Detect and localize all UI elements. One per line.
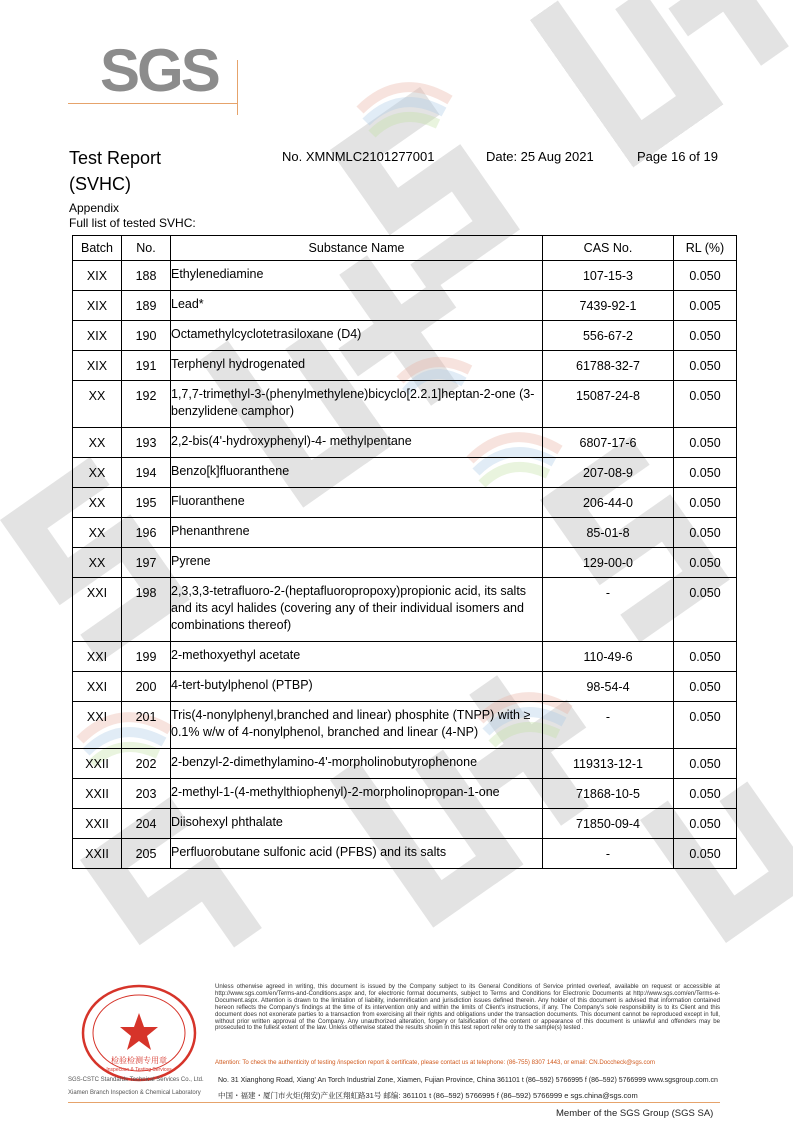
batch-cell: XXI xyxy=(73,672,122,702)
address-english: No. 31 Xianghong Road, Xiang' An Torch Industrial Zone, Xiamen, Fujian Province, China 361101 t (86–592) 5766995 f (86–592) 5766999 www.sgsgroup.com.cn xyxy=(218,1077,718,1084)
report-title-line2: (SVHC) xyxy=(69,174,131,194)
col-header-cas: CAS No. xyxy=(543,236,674,261)
rl-cell: 0.050 xyxy=(674,458,737,488)
batch-cell: XXI xyxy=(73,702,122,749)
appendix-label: Appendix xyxy=(69,201,120,215)
substance-name-cell: 2-methoxyethyl acetate xyxy=(171,642,543,672)
rl-cell: 0.050 xyxy=(674,548,737,578)
table-row xyxy=(73,351,737,381)
rl-cell: 0.050 xyxy=(674,779,737,809)
number-cell: 191 xyxy=(122,351,171,381)
cas-number-cell: 129-00-0 xyxy=(543,548,674,578)
substance-name-cell: Diisohexyl phthalate xyxy=(171,809,543,839)
table-row xyxy=(73,702,737,749)
footer-divider xyxy=(68,1102,720,1103)
number-cell: 194 xyxy=(122,458,171,488)
substance-name-cell: 4-tert-butylphenol (PTBP) xyxy=(171,672,543,702)
cas-number-cell: 107-15-3 xyxy=(543,261,674,291)
number-cell: 190 xyxy=(122,321,171,351)
appendix-heading xyxy=(69,201,196,231)
cas-number-cell: 7439-92-1 xyxy=(543,291,674,321)
table-row xyxy=(73,518,737,548)
cas-number-cell: 6807-17-6 xyxy=(543,428,674,458)
number-cell: 195 xyxy=(122,488,171,518)
cas-number-cell: 85-01-8 xyxy=(543,518,674,548)
table-body xyxy=(73,261,737,869)
cas-number-cell: 119313-12-1 xyxy=(543,749,674,779)
stamp-caption-2: Xiamen Branch Inspection & Chemical Laboratory xyxy=(68,1090,201,1096)
cas-number-cell: - xyxy=(543,702,674,749)
table-row xyxy=(73,321,737,351)
number-cell: 201 xyxy=(122,702,171,749)
batch-cell: XXII xyxy=(73,839,122,869)
batch-cell: XX xyxy=(73,458,122,488)
batch-cell: XXII xyxy=(73,749,122,779)
sgs-membership: Member of the SGS Group (SGS SA) xyxy=(556,1108,714,1119)
substance-name-cell: Terphenyl hydrogenated xyxy=(171,351,543,381)
number-cell: 203 xyxy=(122,779,171,809)
number-cell: 202 xyxy=(122,749,171,779)
batch-cell: XX xyxy=(73,428,122,458)
stamp-text: 检验检测专用章 xyxy=(111,1056,167,1065)
report-date: Date: 25 Aug 2021 xyxy=(486,149,594,164)
rl-cell: 0.050 xyxy=(674,321,737,351)
substance-name-cell: 2,3,3,3-tetrafluoro-2-(heptafluoropropoxy)propionic acid, its salts and its acyl halides (covering any of their individual isomers and combinations thereof) xyxy=(171,578,543,642)
stamp-caption-1: SGS-CSTC Standards Technical Services Co., Ltd. xyxy=(68,1077,204,1083)
logo-vertical-rule xyxy=(237,60,238,115)
substance-name-cell: Pyrene xyxy=(171,548,543,578)
batch-cell: XXI xyxy=(73,578,122,642)
rl-cell: 0.050 xyxy=(674,428,737,458)
report-title xyxy=(69,145,161,197)
table-row xyxy=(73,291,737,321)
rl-cell: 0.050 xyxy=(674,351,737,381)
number-cell: 200 xyxy=(122,672,171,702)
substance-name-cell: Tris(4-nonylphenyl,branched and linear) phosphite (TNPP) with ≥ 0.1% w/w of 4-nonylphenol, branched and linear (4-NP) xyxy=(171,702,543,749)
batch-cell: XXII xyxy=(73,809,122,839)
substance-name-cell: 2-benzyl-2-dimethylamino-4'-morpholinobutyrophenone xyxy=(171,749,543,779)
batch-cell: XIX xyxy=(73,261,122,291)
table-row xyxy=(73,672,737,702)
number-cell: 193 xyxy=(122,428,171,458)
legal-disclaimer: Unless otherwise agreed in writing, this document is issued by the Company subject to its General Conditions of Service printed overleaf, available on request or accessible at http://www.sgs.com/en/Terms-and-Conditions.aspx and, for electronic format documents, subject to Terms and Conditions for Electronic Documents at http://www.sgs.com/en/Terms-e-Document.aspx. Attention is drawn to the limitation of liability, indemnification and jurisdiction issues defined therein. Any holder of this document is advised that information contained hereon reflects the Company's findings at the time of its intervention only and within the limits of Client's instructions, if any. The Company's sole responsibility is to its Client and this document does not exonerate parties to a transaction from exercising all their rights and obligations under the transaction documents. This document cannot be reproduced except in full, without prior written approval of the Company. Any unauthorized alteration, forgery or falsification of the content or appearance of this document is unlawful and offenders may be prosecuted to the fullest extent of the law. Unless otherwise stated the results shown in this test report refer only to the sample(s) tested . xyxy=(215,983,720,1032)
substance-name-cell: Phenanthrene xyxy=(171,518,543,548)
table-header-row xyxy=(73,236,737,261)
svhc-table xyxy=(72,235,737,869)
table-row xyxy=(73,749,737,779)
inspection-stamp xyxy=(80,983,198,1083)
substance-name-cell: Fluoranthene xyxy=(171,488,543,518)
table-row xyxy=(73,839,737,869)
substance-name-cell: Ethylenediamine xyxy=(171,261,543,291)
report-title-line1: Test Report xyxy=(69,148,162,168)
table-row xyxy=(73,488,737,518)
cas-number-cell: - xyxy=(543,578,674,642)
number-cell: 188 xyxy=(122,261,171,291)
rl-cell: 0.050 xyxy=(674,642,737,672)
batch-cell: XIX xyxy=(73,351,122,381)
number-cell: 199 xyxy=(122,642,171,672)
batch-cell: XIX xyxy=(73,291,122,321)
number-cell: 196 xyxy=(122,518,171,548)
number-cell: 192 xyxy=(122,381,171,428)
cas-number-cell: 98-54-4 xyxy=(543,672,674,702)
cas-number-cell: 71868-10-5 xyxy=(543,779,674,809)
cas-number-cell: 206-44-0 xyxy=(543,488,674,518)
page-number: Page 16 of 19 xyxy=(637,149,718,164)
batch-cell: XXI xyxy=(73,642,122,672)
number-cell: 205 xyxy=(122,839,171,869)
number-cell: 198 xyxy=(122,578,171,642)
cas-number-cell: 207-08-9 xyxy=(543,458,674,488)
rl-cell: 0.050 xyxy=(674,381,737,428)
rl-cell: 0.050 xyxy=(674,261,737,291)
authenticity-notice: Attention: To check the authenticity of testing /inspection report & certificate, please contact us at telephone: (86-755) 8307 1443, or email: CN.Doccheck@sgs.com xyxy=(215,1059,655,1066)
batch-cell: XX xyxy=(73,518,122,548)
substance-name-cell: Octamethylcyclotetrasiloxane (D4) xyxy=(171,321,543,351)
substance-name-cell: 2-methyl-1-(4-methylthiophenyl)-2-morpholinopropan-1-one xyxy=(171,779,543,809)
rl-cell: 0.050 xyxy=(674,749,737,779)
number-cell: 189 xyxy=(122,291,171,321)
cas-number-cell: 15087-24-8 xyxy=(543,381,674,428)
col-header-rl: RL (%) xyxy=(674,236,737,261)
number-cell: 197 xyxy=(122,548,171,578)
table-row xyxy=(73,779,737,809)
substance-name-cell: 2,2-bis(4'-hydroxyphenyl)-4- methylpentane xyxy=(171,428,543,458)
rl-cell: 0.050 xyxy=(674,809,737,839)
rl-cell: 0.050 xyxy=(674,488,737,518)
number-cell: 204 xyxy=(122,809,171,839)
rl-cell: 0.050 xyxy=(674,672,737,702)
batch-cell: XXII xyxy=(73,779,122,809)
cas-number-cell: 71850-09-4 xyxy=(543,809,674,839)
appendix-subtitle: Full list of tested SVHC: xyxy=(69,216,196,230)
table-row xyxy=(73,428,737,458)
cas-number-cell: 556-67-2 xyxy=(543,321,674,351)
batch-cell: XX xyxy=(73,548,122,578)
table-row xyxy=(73,261,737,291)
batch-cell: XX xyxy=(73,488,122,518)
rl-cell: 0.005 xyxy=(674,291,737,321)
substance-name-cell: Perfluorobutane sulfonic acid (PFBS) and its salts xyxy=(171,839,543,869)
batch-cell: XX xyxy=(73,381,122,428)
rl-cell: 0.050 xyxy=(674,578,737,642)
address-chinese: 中国・福建・厦门市火炬(翔安)产业区翔虹路31号 邮编: 361101 t (86–592) 5766995 f (86–592) 5766999 e sgs.china@sgs.com xyxy=(218,1091,638,1100)
table-row xyxy=(73,809,737,839)
rl-cell: 0.050 xyxy=(674,518,737,548)
rl-cell: 0.050 xyxy=(674,702,737,749)
table-row xyxy=(73,578,737,642)
col-header-no: No. xyxy=(122,236,171,261)
table-row xyxy=(73,642,737,672)
rl-cell: 0.050 xyxy=(674,839,737,869)
batch-cell: XIX xyxy=(73,321,122,351)
substance-name-cell: Benzo[k]fluoranthene xyxy=(171,458,543,488)
sgs-logo: SGS xyxy=(100,37,218,104)
cas-number-cell: - xyxy=(543,839,674,869)
substance-name-cell: 1,7,7-trimethyl-3-(phenylmethylene)bicyclo[2.2.1]heptan-2-one (3-benzylidene camphor) xyxy=(171,381,543,428)
table-row xyxy=(73,381,737,428)
col-header-batch: Batch xyxy=(73,236,122,261)
table-row xyxy=(73,458,737,488)
stamp-sub: Inspection & Testing Services xyxy=(106,1067,172,1073)
report-number: No. XMNMLC2101277001 xyxy=(282,149,435,164)
cas-number-cell: 61788-32-7 xyxy=(543,351,674,381)
cas-number-cell: 110-49-6 xyxy=(543,642,674,672)
logo-underline xyxy=(68,103,238,104)
col-header-substance: Substance Name xyxy=(171,236,543,261)
substance-name-cell: Lead* xyxy=(171,291,543,321)
table-row xyxy=(73,548,737,578)
